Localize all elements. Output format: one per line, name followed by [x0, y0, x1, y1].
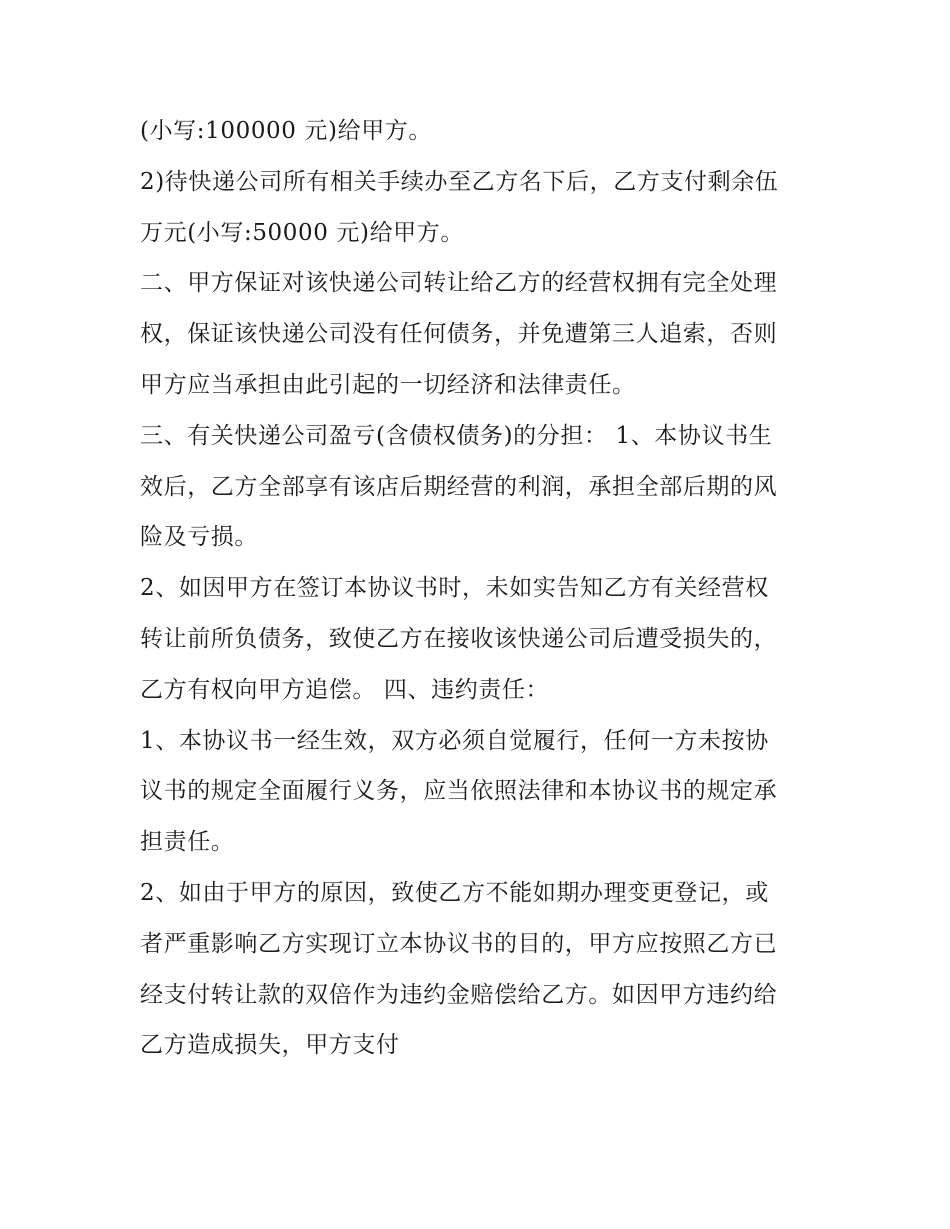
text-line: 2、如因甲方在签订本协议书时，未如实告知乙方有关经营权 [140, 575, 769, 602]
text-line: 效后，乙方全部享有该店后期经营的利润，承担全部后期的风 [140, 473, 778, 500]
text-line: 1、本协议书一经生效，双方必须自觉履行，任何一方未按协 [140, 727, 769, 754]
text-line: 三、有关快递公司盈亏(含债权债务)的分担： 1、本协议书生 [140, 422, 773, 449]
text-line: 2)待快递公司所有相关手续办至乙方名下后，乙方支付剩余伍 [140, 168, 779, 195]
text-line: 议书的规定全面履行义务，应当依照法律和本协议书的规定承 [140, 778, 778, 805]
text-line: 经支付转让款的双倍作为违约金赔偿给乙方。如因甲方违约给 [140, 981, 778, 1008]
text-line: 者严重影响乙方实现订立本协议书的目的，甲方应按照乙方已 [140, 930, 778, 957]
text-line: 乙方造成损失，甲方支付 [140, 1032, 400, 1059]
document-body [140, 106, 820, 1071]
text-line: 权，保证该快递公司没有任何债务，并免遭第三人追索，否则 [140, 321, 778, 348]
text-line: (小写:100000 元)给甲方。 [140, 118, 433, 144]
text-line: 转让前所负债务，致使乙方在接收该快递公司后遭受损失的， [140, 625, 778, 652]
text-line: 万元(小写:50000 元)给甲方。 [140, 219, 464, 246]
text-line: 二、甲方保证对该快递公司转让给乙方的经营权拥有完全处理 [140, 270, 778, 297]
text-line: 险及亏损。 [140, 524, 258, 551]
text-line: 担责任。 [140, 829, 235, 856]
text-line: 2、如由于甲方的原因，致使乙方不能如期办理变更登记，或 [140, 879, 769, 906]
text-line: 甲方应当承担由此引起的一切经济和法律责任。 [140, 371, 636, 398]
text-line: 乙方有权向甲方追偿。 四、违约责任： [140, 676, 550, 703]
